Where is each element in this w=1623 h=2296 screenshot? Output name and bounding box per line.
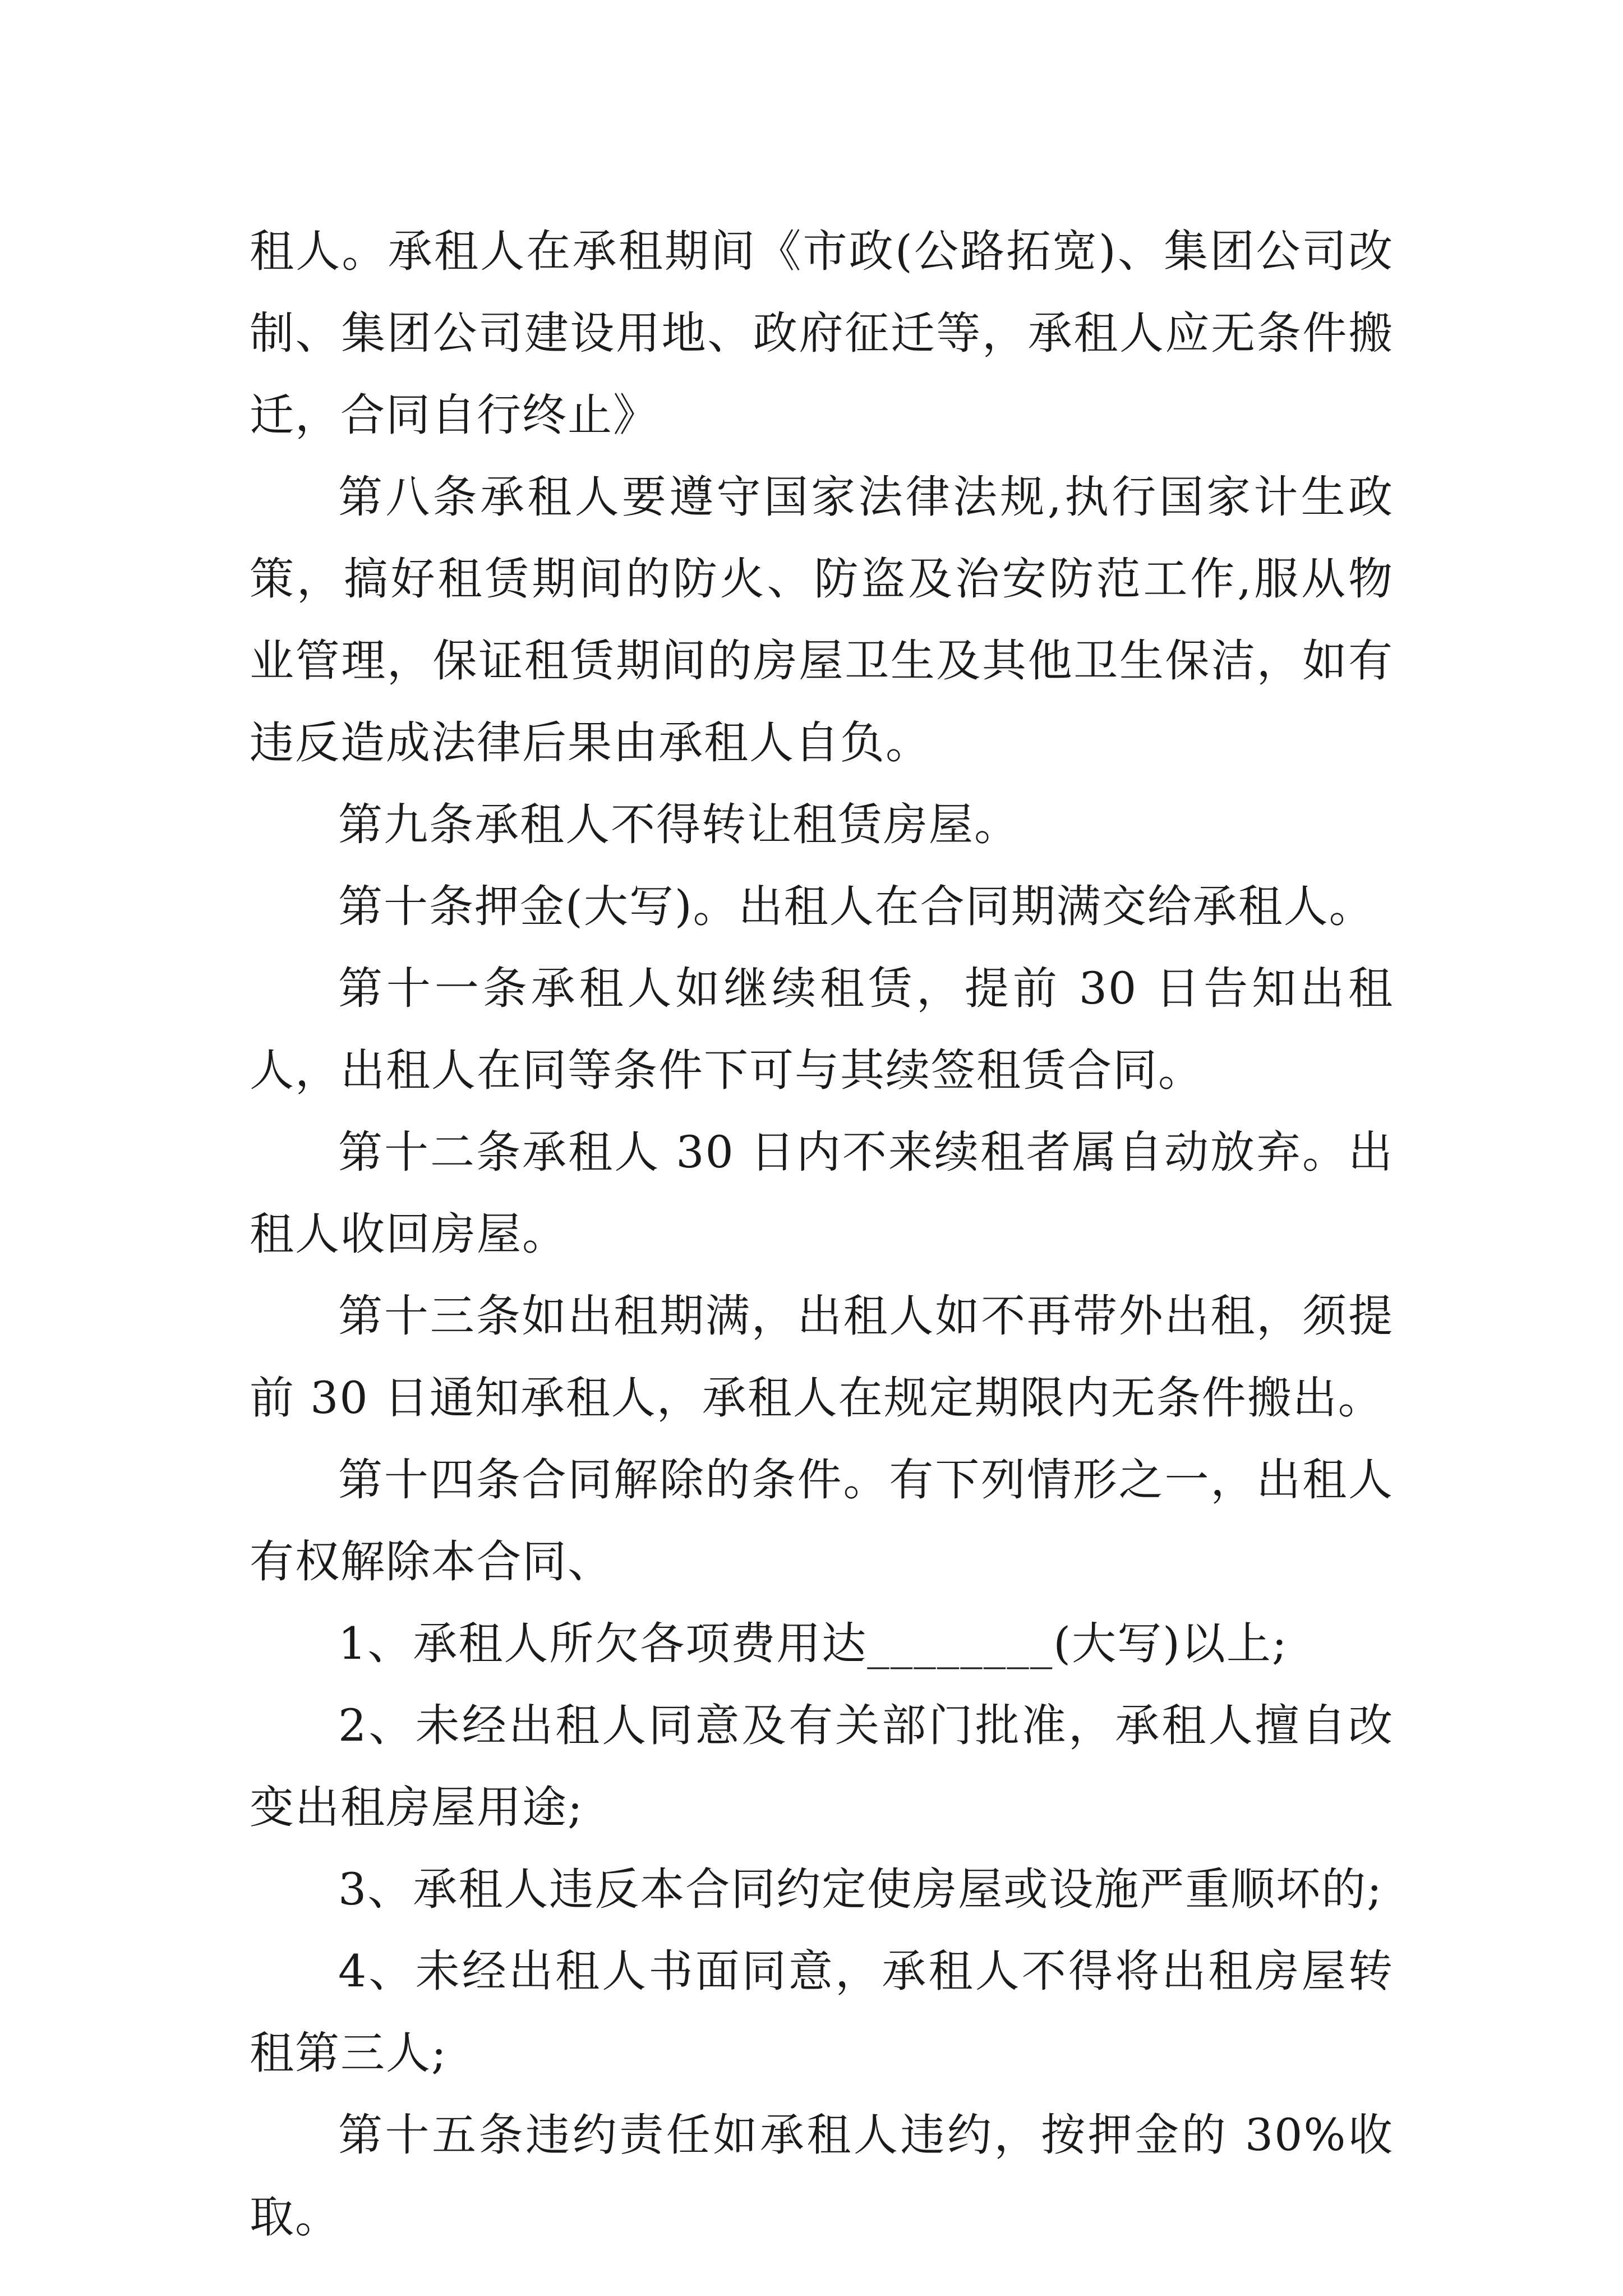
list-item-4: 4、未经出租人书面同意，承租人不得将出租房屋转租第三人;	[250, 1945, 1394, 2079]
list-item-3: 3、承租人违反本合同约定使房屋或设施严重顺坏的;	[338, 1864, 1383, 1915]
paragraph-continuation: 租人。承租人在承租期间《市政(公路拓宽)、集团公司改制、集团公司建设用地、政府征迁等，承租人应无条件搬迁，合同自行终止》	[250, 226, 1394, 441]
paragraph-article-15: 第十五条违约责任如承租人违约，按押金的 30%收取。	[250, 2109, 1394, 2243]
paragraph-article-8: 第八条承租人要遵守国家法律法规,执行国家计生政策，搞好租赁期间的防火、防盗及治安防范工作,服从物业管理，保证租赁期间的房屋卫生及其他卫生保洁，如有违反造成法律后果由承租人自负。	[250, 471, 1394, 769]
paragraph-article-11: 第十一条承租人如继续租赁，提前 30 日告知出租人，出租人在同等条件下可与其续签租赁合同。	[250, 963, 1394, 1096]
paragraph-article-12: 第十二条承租人 30 日内不来续租者属自动放弃。出租人收回房屋。	[250, 1126, 1394, 1260]
paragraph-article-14: 第十四条合同解除的条件。有下列情形之一，出租人有权解除本合同、	[250, 1454, 1394, 1588]
paragraph-article-9: 第九条承租人不得转让租赁房屋。	[338, 799, 1020, 850]
document-body	[250, 210, 1394, 2258]
list-item-1: 1、承租人所欠各项费用达________(大写)以上;	[338, 1618, 1288, 1669]
list-item-2: 2、未经出租人同意及有关部门批准，承租人擅自改变出租房屋用途;	[250, 1700, 1394, 1833]
paragraph-article-13: 第十三条如出租期满，出租人如不再带外出租，须提前 30 日通知承租人，承租人在规定期限内无条件搬出。	[250, 1290, 1394, 1424]
paragraph-article-10: 第十条押金(大写)。出租人在合同期满交给承租人。	[338, 881, 1375, 932]
